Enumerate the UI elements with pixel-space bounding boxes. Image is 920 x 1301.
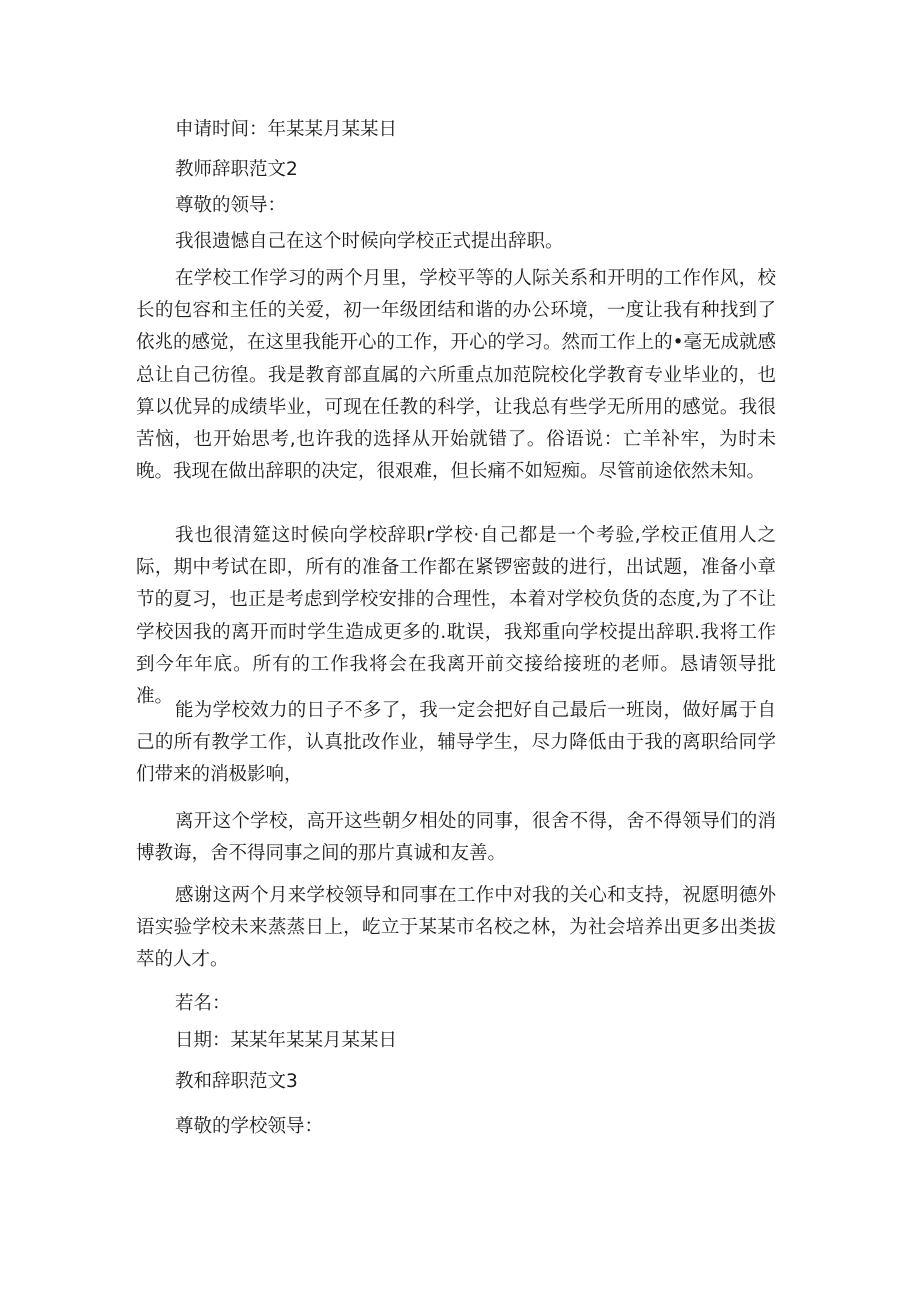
paragraph-timing: 我也很清筵这时候向学校辞职r学校·自己都是一个考验,学校正值用人之际，期中考试在即，所有的准备工作都在紧锣密鼓的进行，出试题，准备小章节的夏习，也正是考虑到学校安排的合理性，本着对学校负货的态度,为了不让学校因我的离开而时学生造成更多的.耽误，我郑重向学校提出辞职.我将工作到今年年底。所有的工作我将会在我离开前交接给接班的老师。恳请领导批准。 <box>136 525 776 708</box>
section-heading-2: 教师辞职范文2 <box>175 159 298 180</box>
salutation-3: 尊敬的学校领导： <box>175 1116 324 1137</box>
salutation-2: 尊敬的领导： <box>175 195 287 216</box>
paragraph-farewell: 离开这个学校，高开这些朝夕相处的同事，很舍不得，舍不得领导们的消博教诲，舍不得同事之间的那片真诚和友善。 <box>136 811 776 865</box>
signature-line: 若名： <box>175 993 231 1014</box>
paragraph-thanks: 感谢这两个月来学校领导和同事在工作中对我的关心和支持，祝愿明德外语实验学校未来蒸蒸日上，屹立于某某市名校之林，为社会培养出更多出类拔萃的人才。 <box>136 885 776 971</box>
paragraph-reasons: 在学校工作学习的两个月里，学校平等的人际关系和开明的工作作风，校长的包容和主任的关爱，初一年级团结和谐的办公环境，一度让我有种找到了依兆的感觉，在这里我能开心的工作，开心的学习。然而工作上的•毫无成就感总让自己彷徨。我是教育部直属的六所重点加范院校化学教育专业毕业的，也算以优异的成绩毕业，可现在任教的科学，让我总有些学无所用的感觉。我很苦恼，也开始思考,也许我的选择从开始就错了。俗语说：亡羊补牢，为时未晚。我现在做出辞职的决定，很艰难，但长痛不如短痴。尽管前途依然未知。 <box>136 268 776 483</box>
paragraph-intro: 我很遗憾自己在这个时候向学校正式提出辞职。 <box>175 231 564 252</box>
paragraph-commitment: 能为学校效力的日子不多了，我一定会把好自己最后一班岗，做好属于自己的所有教学工作，认真批改作业，辅导学生，尽力降低由于我的离职给同学们带来的消极影响， <box>136 700 776 786</box>
date-line: 日期：某某年某某月某某日 <box>175 1030 398 1051</box>
application-date: 申请时间：年某某月某某日 <box>175 119 398 140</box>
section-heading-3: 教和辞职范文3 <box>175 1071 298 1092</box>
